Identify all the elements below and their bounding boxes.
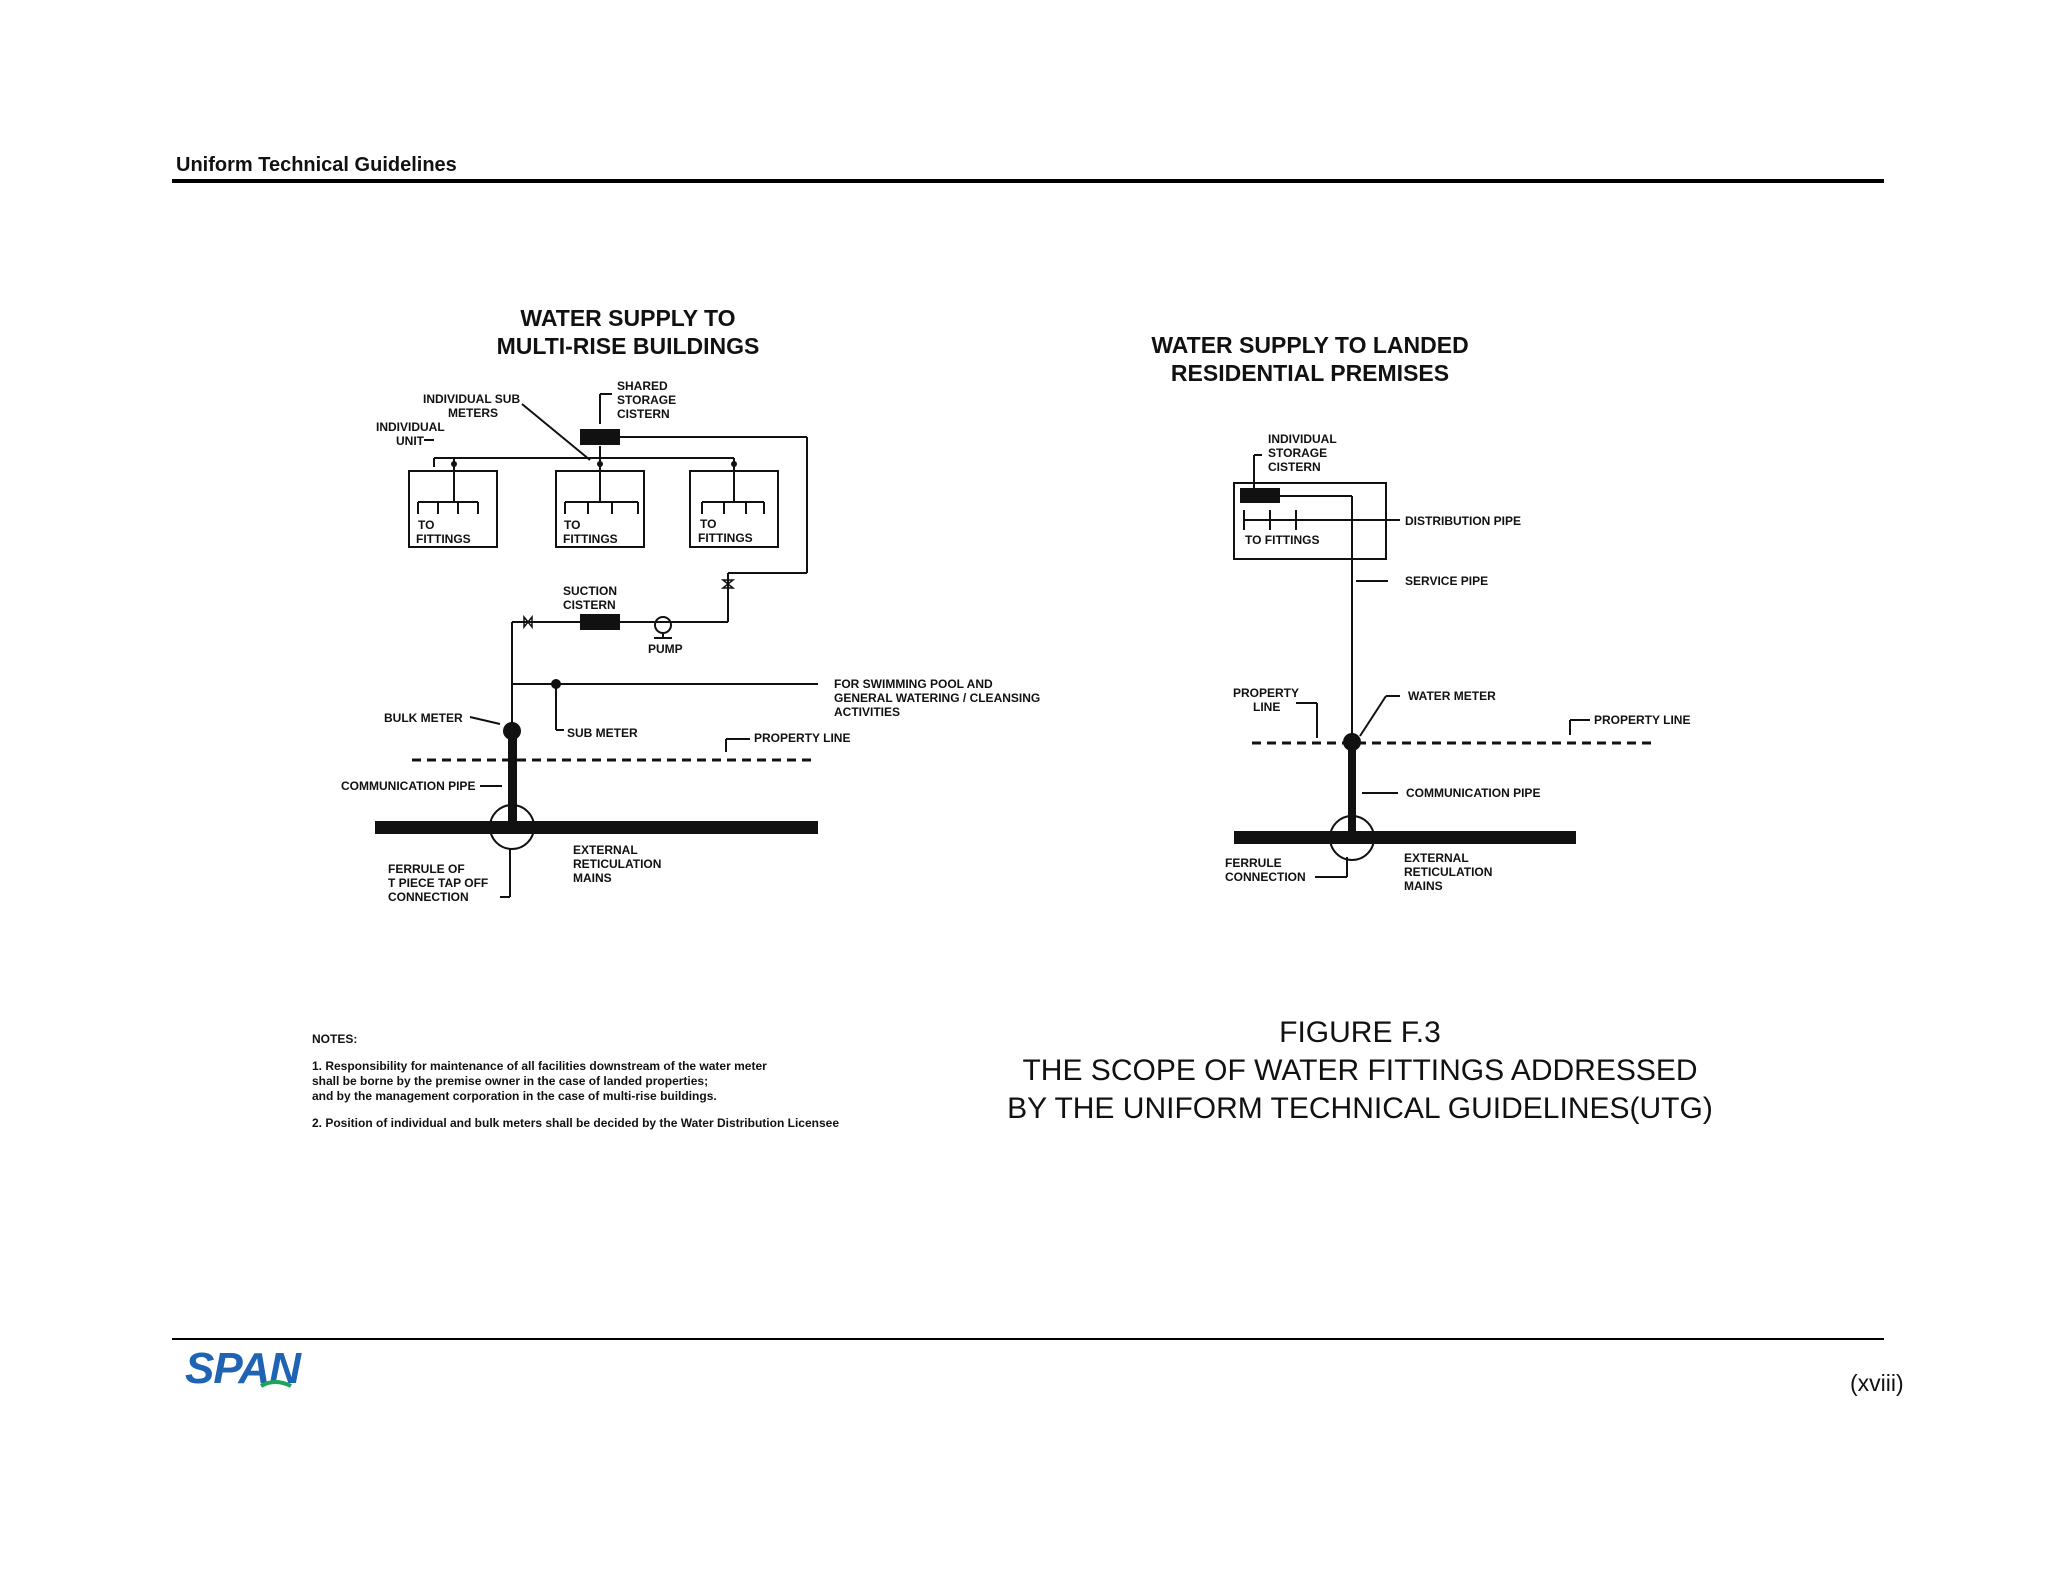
label-individual-sub-meters-2: METERS (448, 406, 499, 420)
left-title-line1: WATER SUPPLY TO (520, 305, 736, 331)
figure-caption-line2: THE SCOPE OF WATER FITTINGS ADDRESSED (1022, 1054, 1698, 1087)
water-meter-icon (1343, 733, 1361, 751)
label-property-line-1: PROPERTY (1233, 686, 1300, 700)
label-swimming-2: GENERAL WATERING / CLEANSING (834, 691, 1041, 705)
label-right-external-3: MAINS (1404, 879, 1443, 893)
label-swimming-3: ACTIVITIES (834, 705, 901, 719)
label-to-fittings: TO FITTINGS (1245, 533, 1320, 547)
sub-meter-icon (551, 679, 561, 689)
left-title-line2: MULTI-RISE BUILDINGS (496, 333, 760, 359)
pump-icon (655, 617, 671, 633)
label-communication-pipe: COMMUNICATION PIPE (341, 779, 476, 793)
label-shared-2: STORAGE (617, 393, 677, 407)
label-ferrule-3: CONNECTION (388, 890, 469, 904)
label-property-line-right: PROPERTY LINE (1594, 713, 1691, 727)
label-bulk-meter: BULK METER (384, 711, 463, 725)
right-reticulation-mains (1234, 831, 1576, 844)
left-reticulation-mains (375, 821, 818, 834)
note-item-2: 2. Position of individual and bulk meters shall be decided by the Water Distribution Licensee (312, 1116, 839, 1130)
figure-caption-line3: BY THE UNIFORM TECHNICAL GUIDELINES(UTG) (1007, 1092, 1713, 1125)
span-logo (183, 1340, 323, 1396)
label-unit3-fittings: FITTINGS (698, 531, 753, 545)
label-unit1-to: TO (418, 518, 435, 532)
notes-block (312, 1032, 912, 1143)
label-shared-3: CISTERN (617, 407, 670, 421)
page-number: (xviii) (1850, 1370, 1904, 1396)
label-suction-2: CISTERN (563, 598, 616, 612)
label-unit3-to: TO (700, 517, 717, 531)
right-communication-pipe (1348, 743, 1356, 835)
label-external-1: EXTERNAL (573, 843, 638, 857)
label-individual-unit-1: INDIVIDUAL (376, 420, 445, 434)
label-individual-3: CISTERN (1268, 460, 1321, 474)
label-external-3: MAINS (573, 871, 612, 885)
label-unit2-to: TO (564, 518, 581, 532)
label-swimming-1: FOR SWIMMING POOL AND (834, 677, 993, 691)
label-ferrule-2: T PIECE TAP OFF (388, 876, 489, 890)
span-logo-text: SPAN (185, 1344, 300, 1393)
label-right-communication-pipe: COMMUNICATION PIPE (1406, 786, 1541, 800)
right-title-line1: WATER SUPPLY TO LANDED (1151, 332, 1469, 358)
bulk-meter-icon (503, 722, 521, 740)
suction-cistern (580, 614, 620, 630)
label-individual-2: STORAGE (1268, 446, 1328, 460)
note-item-1: 1. Responsibility for maintenance of all facilities downstream of the water meter shall be borne by the premise owner in the case of landed properties; and by the management corporation in the case of multi-rise buildings. (312, 1059, 767, 1103)
label-individual-unit-2: UNIT (396, 434, 424, 448)
label-shared-1: SHARED (617, 379, 668, 393)
label-sub-meter: SUB METER (567, 726, 638, 740)
figure-caption (960, 1014, 1760, 1128)
label-unit1-fittings: FITTINGS (416, 532, 471, 546)
page-header-title: Uniform Technical Guidelines (176, 154, 457, 176)
label-individual-sub-meters-1: INDIVIDUAL SUB (423, 392, 521, 406)
label-distribution-pipe: DISTRIBUTION PIPE (1405, 514, 1522, 528)
label-ferrule-1: FERRULE OF (388, 862, 465, 876)
individual-storage-cistern (1240, 488, 1280, 503)
label-service-pipe: SERVICE PIPE (1405, 574, 1489, 588)
label-water-meter: WATER METER (1408, 689, 1496, 703)
label-property-line-2: LINE (1253, 700, 1281, 714)
label-unit2-fittings: FITTINGS (563, 532, 618, 546)
shared-storage-cistern (580, 429, 620, 445)
right-title-line2: RESIDENTIAL PREMISES (1170, 360, 1450, 386)
label-individual-1: INDIVIDUAL (1268, 432, 1337, 446)
figure-caption-line1: FIGURE F.3 (1279, 1016, 1441, 1049)
footer-rule (172, 1338, 1884, 1340)
label-property-line: PROPERTY LINE (754, 731, 851, 745)
label-right-external-2: RETICULATION (1404, 865, 1493, 879)
multi-rise-diagram (341, 305, 1040, 904)
left-communication-pipe (508, 731, 517, 827)
label-external-2: RETICULATION (573, 857, 662, 871)
label-right-ferrule-2: CONNECTION (1225, 870, 1306, 884)
notes-heading: NOTES: (312, 1032, 358, 1046)
label-pump: PUMP (648, 642, 683, 656)
label-right-ferrule-1: FERRULE (1225, 856, 1282, 870)
label-suction-1: SUCTION (563, 584, 617, 598)
landed-residential-diagram (1151, 332, 1690, 893)
label-right-external-1: EXTERNAL (1404, 851, 1469, 865)
